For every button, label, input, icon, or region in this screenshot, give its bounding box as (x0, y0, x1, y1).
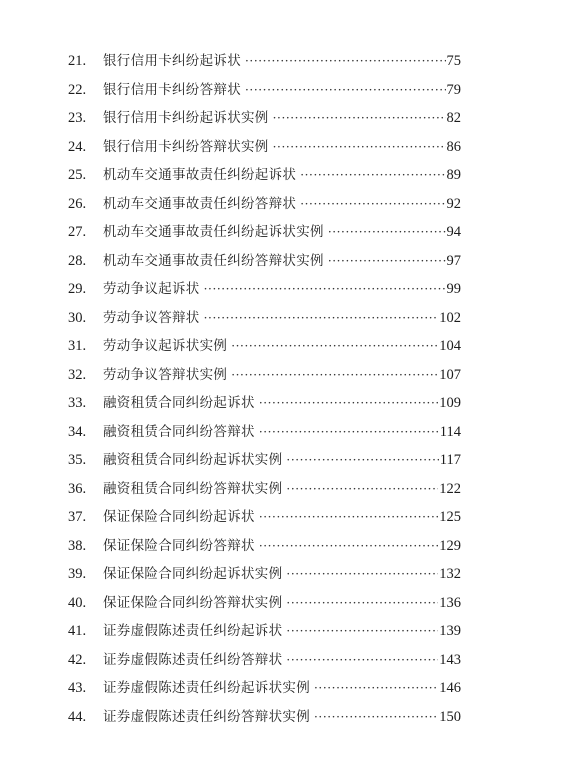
toc-entry[interactable] (0, 532, 576, 561)
toc-entry-number: 27. (68, 224, 87, 240)
toc-entry-number: 31. (68, 338, 87, 354)
dot-leader (231, 332, 438, 361)
dot-leader (259, 418, 439, 447)
toc-entry-number: 38. (68, 537, 87, 554)
toc-entry-title: 银行信用卡纠纷答辩状 (103, 81, 241, 98)
toc-entry-page: 79 (446, 76, 462, 105)
toc-entry-title: 证券虚假陈述责任纠纷答辩状实例 (103, 708, 310, 725)
toc-entry-line (103, 674, 461, 703)
dot-leader (259, 503, 438, 532)
toc-entry-title: 劳动争议起诉状 (103, 281, 200, 297)
toc-entry-number: 26. (68, 195, 87, 212)
toc-entry-page: 97 (446, 247, 462, 276)
toc-entry-line (103, 503, 461, 532)
toc-entry-line (103, 475, 461, 504)
toc-entry-line (103, 532, 461, 561)
toc-entry-number: 41. (68, 623, 87, 639)
toc-entry-title: 银行信用卡纠纷答辩状实例 (103, 138, 269, 155)
toc-entry[interactable] (0, 161, 576, 190)
toc-entry[interactable] (0, 389, 576, 418)
toc-entry[interactable] (0, 275, 576, 304)
toc-entry[interactable] (0, 218, 576, 247)
toc-entry-line (103, 133, 461, 162)
toc-entry[interactable] (0, 560, 576, 589)
toc-entry-line (103, 104, 461, 133)
toc-entry-line (103, 617, 461, 646)
toc-entry-page: 143 (438, 646, 461, 675)
table-of-contents (0, 47, 576, 731)
toc-entry-line (103, 589, 461, 618)
toc-entry-number: 23. (68, 110, 87, 126)
dot-leader (273, 104, 446, 133)
toc-entry-line (103, 304, 461, 333)
toc-entry-page: 150 (438, 703, 461, 732)
toc-entry-title: 机动车交通事故责任纠纷起诉状实例 (103, 224, 324, 240)
toc-entry-number: 28. (68, 252, 87, 269)
toc-entry-number: 32. (68, 366, 87, 383)
toc-entry-line (103, 560, 461, 589)
toc-entry-number: 25. (68, 167, 87, 183)
toc-entry-page: 86 (446, 133, 462, 162)
toc-entry-line (103, 646, 461, 675)
toc-entry-page: 109 (438, 389, 461, 418)
toc-entry-line (103, 389, 461, 418)
toc-entry-number: 29. (68, 281, 87, 297)
toc-entry-number: 39. (68, 566, 87, 582)
toc-entry-number: 30. (68, 309, 87, 326)
toc-entry-title: 保证保险合同纠纷答辩状实例 (103, 594, 283, 611)
toc-entry-page: 125 (438, 503, 461, 532)
dot-leader (314, 674, 438, 703)
dot-leader (314, 703, 438, 732)
toc-entry-number: 40. (68, 594, 87, 611)
dot-leader (245, 47, 446, 76)
toc-entry-number: 43. (68, 680, 87, 696)
toc-entry-number: 33. (68, 395, 87, 411)
toc-entry-line (103, 418, 461, 447)
toc-entry[interactable] (0, 361, 576, 390)
toc-entry[interactable] (0, 646, 576, 675)
toc-entry-number: 24. (68, 138, 87, 155)
toc-entry[interactable] (0, 190, 576, 219)
dot-leader (286, 617, 438, 646)
toc-entry-title: 银行信用卡纠纷起诉状 (103, 53, 241, 69)
toc-entry[interactable] (0, 418, 576, 447)
dot-leader (259, 389, 438, 418)
dot-leader (259, 532, 438, 561)
toc-entry-line (103, 275, 461, 304)
toc-entry-title: 劳动争议起诉状实例 (103, 338, 228, 354)
toc-entry[interactable] (0, 304, 576, 333)
toc-entry-page: 139 (438, 617, 461, 646)
toc-entry-title: 保证保险合同纠纷起诉状 (103, 509, 255, 525)
toc-entry[interactable] (0, 247, 576, 276)
dot-leader (245, 76, 446, 105)
toc-entry-page: 92 (446, 190, 462, 219)
dot-leader (204, 275, 446, 304)
toc-entry[interactable] (0, 589, 576, 618)
toc-entry-page: 122 (438, 475, 461, 504)
toc-entry-title: 融资租赁合同纠纷答辩状实例 (103, 480, 283, 497)
toc-entry[interactable] (0, 617, 576, 646)
toc-entry-line (103, 703, 461, 732)
toc-entry-title: 机动车交通事故责任纠纷答辩状 (103, 195, 297, 212)
toc-entry-page: 82 (446, 104, 462, 133)
dot-leader (286, 446, 438, 475)
toc-entry-number: 21. (68, 53, 87, 69)
toc-entry-number: 34. (68, 423, 87, 440)
toc-entry-title: 融资租赁合同纠纷起诉状 (103, 395, 255, 411)
toc-entry[interactable] (0, 475, 576, 504)
toc-entry[interactable] (0, 446, 576, 475)
dot-leader (328, 218, 446, 247)
toc-entry-page: 107 (438, 361, 461, 390)
toc-entry-title: 融资租赁合同纠纷答辩状 (103, 423, 255, 440)
toc-entry[interactable] (0, 47, 576, 76)
toc-entry-title: 保证保险合同纠纷答辩状 (103, 537, 255, 554)
dot-leader (286, 646, 438, 675)
toc-entry-page: 94 (446, 218, 462, 247)
toc-entry-page: 136 (438, 589, 461, 618)
dot-leader (204, 304, 439, 333)
dot-leader (273, 133, 446, 162)
toc-entry-line (103, 332, 461, 361)
toc-entry-title: 证券虚假陈述责任纠纷答辩状 (103, 651, 283, 668)
toc-entry-page: 104 (438, 332, 461, 361)
dot-leader (286, 560, 438, 589)
dot-leader (286, 475, 438, 504)
dot-leader (300, 161, 445, 190)
toc-entry-number: 44. (68, 708, 87, 725)
toc-entry-title: 融资租赁合同纠纷起诉状实例 (103, 452, 283, 468)
toc-entry-title: 机动车交通事故责任纠纷起诉状 (103, 167, 297, 183)
toc-entry-title: 机动车交通事故责任纠纷答辩状实例 (103, 252, 324, 269)
toc-entry-line (103, 218, 461, 247)
toc-entry-line (103, 190, 461, 219)
dot-leader (231, 361, 438, 390)
toc-entry-line (103, 446, 461, 475)
toc-entry[interactable] (0, 674, 576, 703)
dot-leader (286, 589, 438, 618)
toc-entry-page: 99 (446, 275, 462, 304)
toc-entry-number: 42. (68, 651, 87, 668)
toc-entry-line (103, 247, 461, 276)
toc-entry-title: 证券虚假陈述责任纠纷起诉状 (103, 623, 283, 639)
toc-entry[interactable] (0, 76, 576, 105)
toc-entry-title: 劳动争议答辩状 (103, 309, 200, 326)
toc-entry-number: 22. (68, 81, 87, 98)
toc-entry-number: 35. (68, 452, 87, 468)
toc-entry-page: 102 (438, 304, 461, 333)
toc-entry-line (103, 47, 461, 76)
toc-entry-number: 37. (68, 509, 87, 525)
toc-entry-page: 132 (438, 560, 461, 589)
toc-entry-page: 117 (439, 446, 461, 475)
toc-entry[interactable] (0, 332, 576, 361)
dot-leader (328, 247, 446, 276)
toc-entry-title: 保证保险合同纠纷起诉状实例 (103, 566, 283, 582)
toc-entry[interactable] (0, 133, 576, 162)
toc-entry-line (103, 76, 461, 105)
dot-leader (300, 190, 445, 219)
toc-entry[interactable] (0, 503, 576, 532)
toc-entry-line (103, 361, 461, 390)
toc-entry[interactable] (0, 104, 576, 133)
toc-entry-line (103, 161, 461, 190)
toc-entry[interactable] (0, 703, 576, 732)
toc-entry-title: 银行信用卡纠纷起诉状实例 (103, 110, 269, 126)
toc-entry-number: 36. (68, 480, 87, 497)
toc-entry-page: 129 (438, 532, 461, 561)
toc-entry-title: 证券虚假陈述责任纠纷起诉状实例 (103, 680, 310, 696)
toc-entry-page: 114 (439, 418, 461, 447)
toc-entry-page: 75 (446, 47, 462, 76)
toc-entry-page: 146 (438, 674, 461, 703)
toc-entry-title: 劳动争议答辩状实例 (103, 366, 228, 383)
toc-entry-page: 89 (446, 161, 462, 190)
